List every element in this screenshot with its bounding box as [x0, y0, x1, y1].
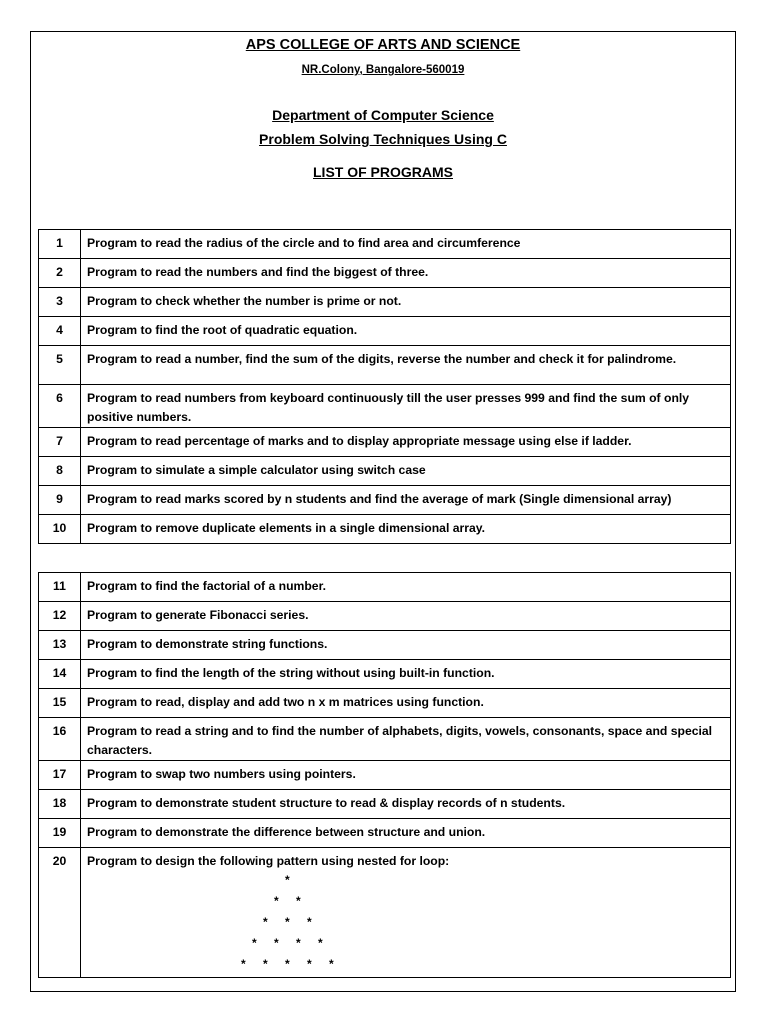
table-row: [39, 428, 731, 457]
table-row: [39, 288, 731, 317]
pattern-star: *: [307, 915, 312, 929]
pattern-row: [87, 934, 726, 955]
program-description-with-pattern: [81, 848, 731, 978]
program-table-1: [38, 229, 731, 544]
program-table-2: [38, 572, 731, 978]
program-number: 20: [39, 848, 81, 978]
pattern-star: *: [241, 957, 246, 971]
pattern-star: *: [263, 915, 268, 929]
pattern-star: *: [252, 936, 257, 950]
program-description: Program to read the radius of the circle and to find area and circumference: [81, 230, 731, 259]
list-title: LIST OF PROGRAMS: [313, 164, 453, 180]
table-row: [39, 689, 731, 718]
program-description: Program to demonstrate string functions.: [81, 631, 731, 660]
table-row: [39, 718, 731, 761]
program-number: 6: [39, 385, 81, 428]
program-number: 13: [39, 631, 81, 660]
program-description: Program to swap two numbers using pointers.: [81, 761, 731, 790]
pattern-star: *: [329, 957, 334, 971]
program-number: 4: [39, 317, 81, 346]
department-title: Department of Computer Science: [272, 107, 494, 123]
program-number: 15: [39, 689, 81, 718]
college-address: NR.Colony, Bangalore-560019: [301, 64, 465, 76]
program-number: 9: [39, 486, 81, 515]
table-row: [39, 848, 731, 978]
table-row: [39, 573, 731, 602]
program-description: Program to read a number, find the sum of the digits, reverse the number and check it for palindrome.: [81, 346, 731, 385]
program-description: Program to read a string and to find the number of alphabets, digits, vowels, consonants, space and special characters.: [81, 718, 731, 761]
pattern-row: [87, 871, 726, 892]
pattern-star: *: [307, 957, 312, 971]
program-description: Program to read, display and add two n x m matrices using function.: [81, 689, 731, 718]
college-name: APS COLLEGE OF ARTS AND SCIENCE: [245, 37, 521, 53]
pattern-star: *: [274, 894, 279, 908]
program-number: 12: [39, 602, 81, 631]
subject-title: Problem Solving Techniques Using C: [259, 131, 507, 147]
pattern-row: [87, 913, 726, 934]
pattern-row: [87, 892, 726, 913]
table-row: [39, 602, 731, 631]
program-number: 11: [39, 573, 81, 602]
program-number: 17: [39, 761, 81, 790]
table-row: [39, 660, 731, 689]
table-row: [39, 819, 731, 848]
table-row: [39, 230, 731, 259]
program-description: Program to remove duplicate elements in a single dimensional array.: [81, 515, 731, 544]
program-number: 18: [39, 790, 81, 819]
program-number: 16: [39, 718, 81, 761]
program-description: Program to demonstrate the difference between structure and union.: [81, 819, 731, 848]
pattern-row: [87, 955, 726, 976]
pattern-star: *: [296, 936, 301, 950]
table-row: [39, 761, 731, 790]
pattern-star: *: [274, 936, 279, 950]
program-description: Program to read marks scored by n students and find the average of mark (Single dimensional array): [81, 486, 731, 515]
table-row: [39, 631, 731, 660]
program-description: Program to find the root of quadratic equation.: [81, 317, 731, 346]
table-row: [39, 457, 731, 486]
program-number: 10: [39, 515, 81, 544]
table-row: [39, 385, 731, 428]
table-row: [39, 317, 731, 346]
program-description: Program to find the factorial of a number.: [81, 573, 731, 602]
pattern-star: *: [285, 873, 290, 887]
program-description: Program to demonstrate student structure to read & display records of n students.: [81, 790, 731, 819]
pattern-star: *: [318, 936, 323, 950]
program-number: 8: [39, 457, 81, 486]
program-description: Program to simulate a simple calculator using switch case: [81, 457, 731, 486]
program-number: 1: [39, 230, 81, 259]
program-description: Program to find the length of the string without using built-in function.: [81, 660, 731, 689]
table-row: [39, 259, 731, 288]
table-row: [39, 346, 731, 385]
program-number: 7: [39, 428, 81, 457]
program-description: Program to check whether the number is prime or not.: [81, 288, 731, 317]
table-row: [39, 486, 731, 515]
star-pattern: [87, 871, 726, 976]
pattern-star: *: [285, 915, 290, 929]
program-description: Program to design the following pattern using nested for loop:: [87, 854, 450, 868]
program-number: 3: [39, 288, 81, 317]
program-description: Program to read numbers from keyboard continuously till the user presses 999 and find the sum of only positive numbers.: [81, 385, 731, 428]
program-number: 5: [39, 346, 81, 385]
pattern-star: *: [285, 957, 290, 971]
table-row: [39, 790, 731, 819]
pattern-star: *: [296, 894, 301, 908]
program-number: 2: [39, 259, 81, 288]
program-description: Program to generate Fibonacci series.: [81, 602, 731, 631]
table-row: [39, 515, 731, 544]
program-number: 19: [39, 819, 81, 848]
pattern-star: *: [263, 957, 268, 971]
program-description: Program to read percentage of marks and to display appropriate message using else if ladder.: [81, 428, 731, 457]
program-description: Program to read the numbers and find the biggest of three.: [81, 259, 731, 288]
program-number: 14: [39, 660, 81, 689]
